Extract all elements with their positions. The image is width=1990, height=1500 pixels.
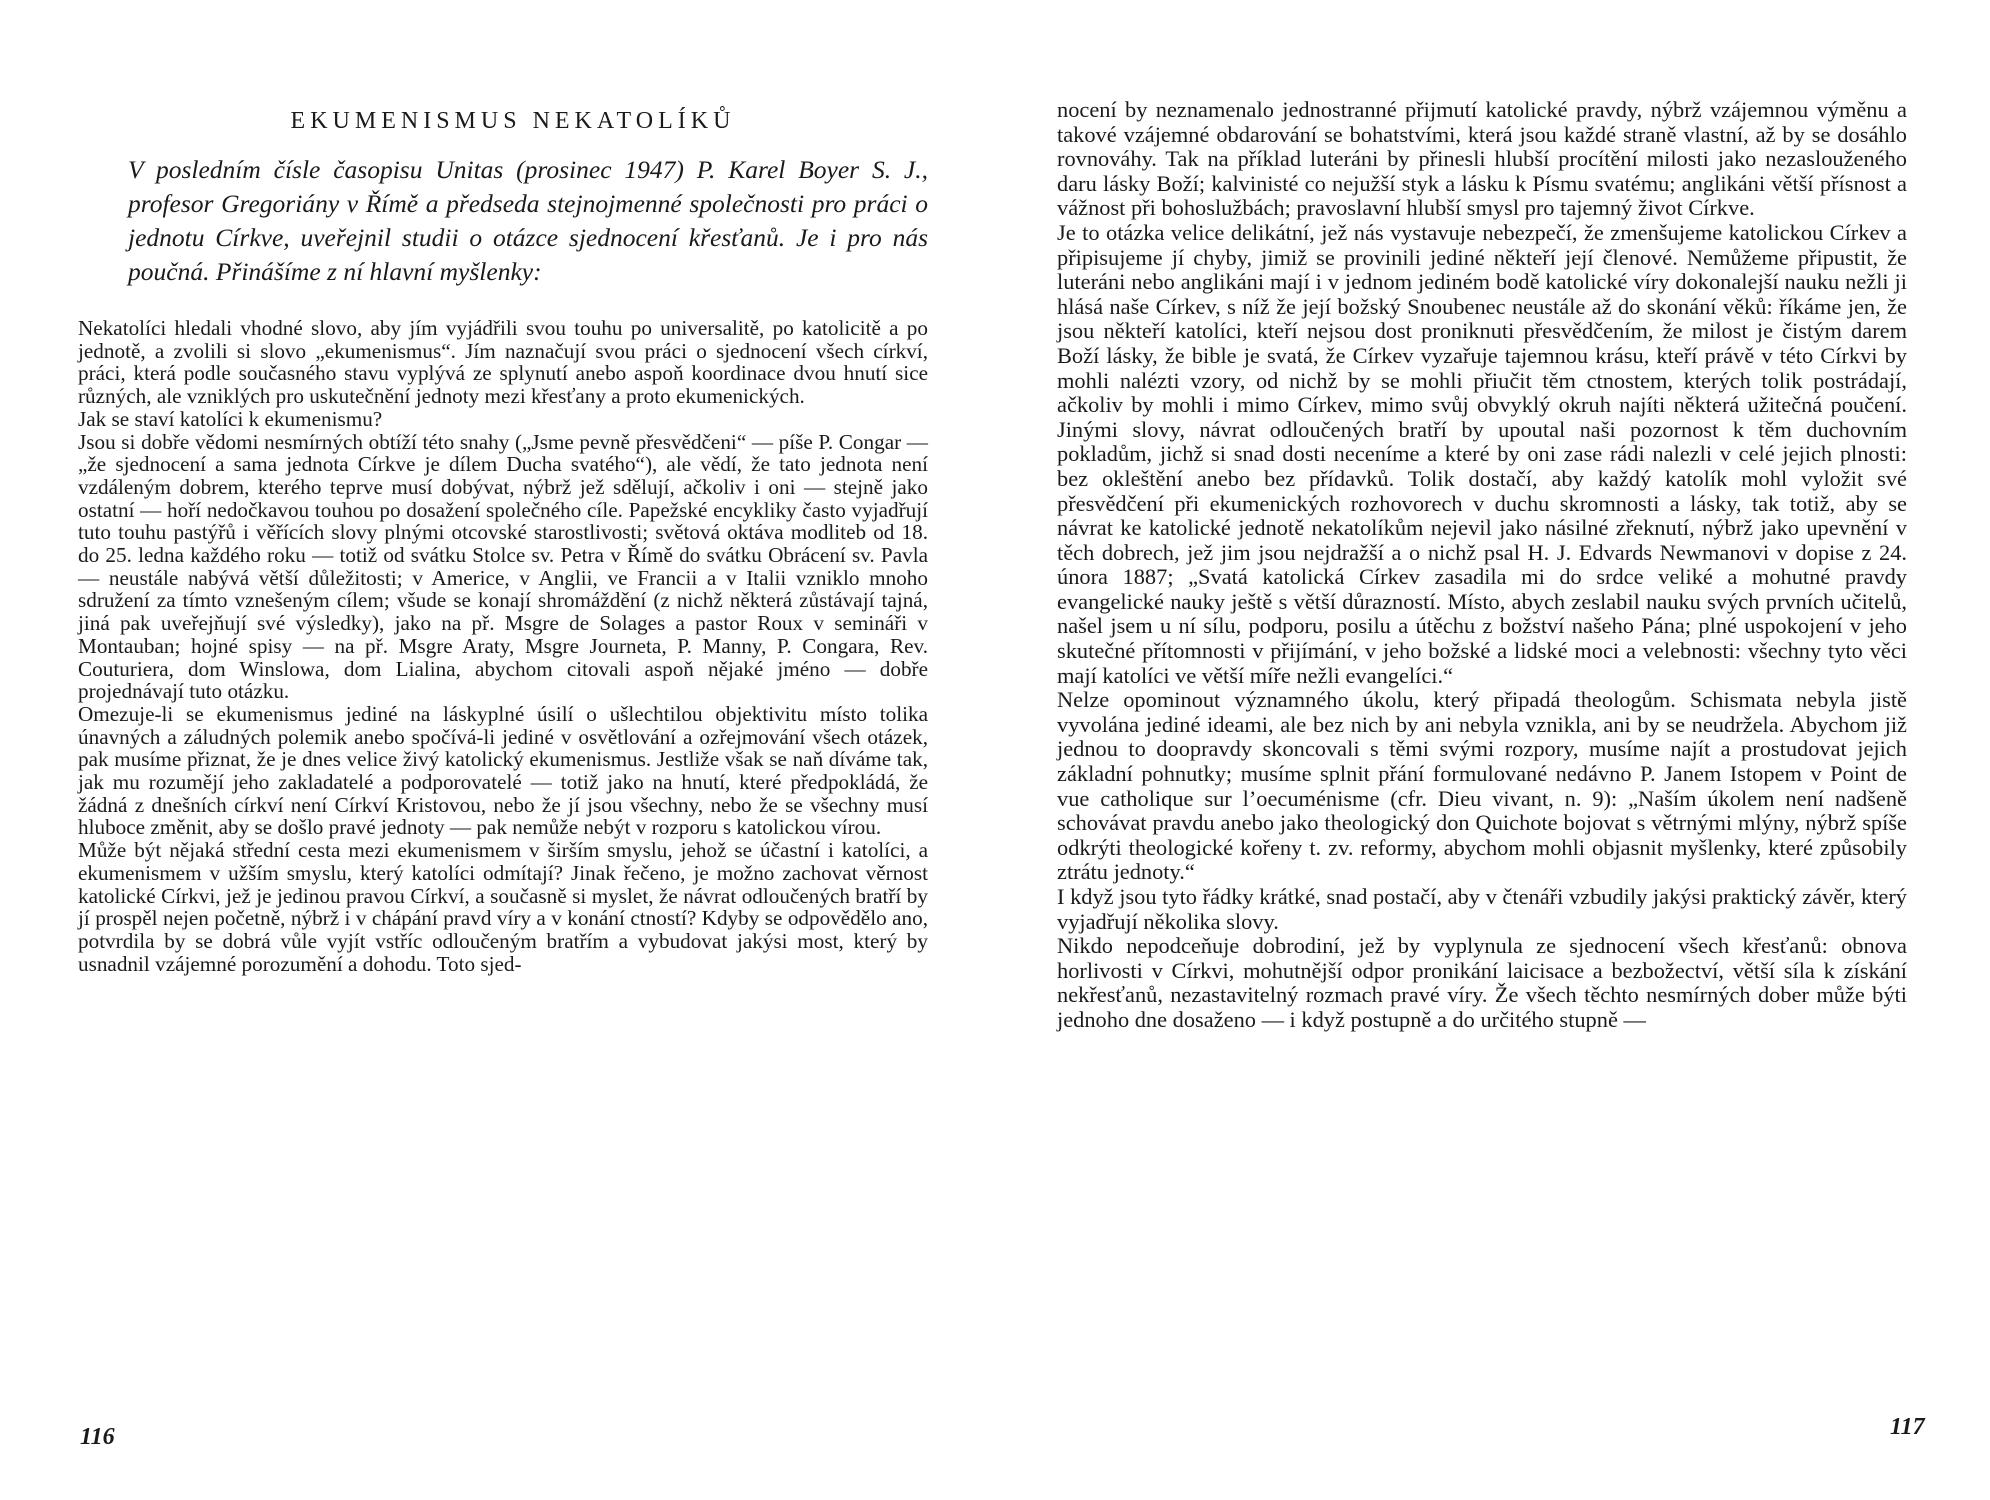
page-number-right: 117 (1890, 1414, 1925, 1440)
page-number-left: 116 (80, 1424, 115, 1450)
left-paragraph: Omezuje-li se ekumenismus jediné na láskyplné úsilí o ušlechtilou objektivitu místo tolika únavných a záludných polemik anebo spočívá-li jediné v osvětlování a ozřejmování všech otázek, pak musíme přiznat, že je dnes velice živý katolický ekumenismus. Jestliže však se naň díváme tak, jak mu rozumějí jeho zakladatelé a podporovatelé — totiž jako na hnutí, které předpokládá, že žádná z dnešních církví není Církví Kristovou, nebo že jí jsou všechny, nebo že se všechny musí hluboce změnit, aby se došlo pravé jednoty — pak nemůže nebýt v rozporu s katolickou vírou. (78, 701, 928, 840)
article-intro: V posledním čísle časopisu Unitas (prosinec 1947) P. Karel Boyer S. J., profesor Gregoriány v Římě a předseda stejnojmenné společnosti pro práci o jednotu Církve, uveřejnil studii o otázce sjednocení křesťanů. Je i pro nás poučná. Přinášíme z ní hlavní myšlenky: (128, 155, 928, 286)
right-paragraph: Nelze opominout významného úkolu, který připadá theologům. Schismata nebyla jistě vyvolána jediné ideami, ale bez nich by ani nebyla vznikla, ani by se neudržela. Abychom již jednou to doopravdy skoncovali s těmi svými rozpory, musíme najít a prostudovat jejich základní pohnutky; musíme splnit přání formulované nedávno P. Janem Istopem v Point de vue catholique sur l’oecuménisme (cfr. Dieu vivant, n. 9): „Naším úkolem není nadšeně schovávat pravdu anebo jako theologický don Quichote bojovat s větrnými mlýny, nýbrž spíše odkrýti theologické kořeny t. zv. reformy, abychom mohli objasnit myšlenky, které způsobily ztrátu jednoty.“ (1057, 687, 1907, 885)
left-paragraph: Jsou si dobře vědomi nesmírných obtíží této snahy („Jsme pevně přesvědčeni“ — píše P. Congar — „že sjednocení a sama jednota Církve je dílem Ducha svatého“), ale vědí, že tato jednota není vzdáleným dobrem, kterého teprve musí dobývat, nýbrž jež sdělují, ačkoliv i oni — stejně jako ostatní — hoří nedočkavou touhou po dosažení společného cíle. Papežské encykliky často vyjadřují tuto touhu pastýřů i věřících slovy plnými otcovské starostlivosti; světová oktáva modliteb od 18. do 25. ledna každého roku — totiž od svátku Stolce sv. Petra v Římě do svátku Obrácení sv. Pavla — neustále nabývá větší důležitosti; v Americe, v Anglii, ve Francii a v Italii vzniklo mnoho sdružení za tímto vznešeným cílem; všude se konají shromáždění (z nichž některá zůstávají tajná, jiná pak uveřejňují své výsledky), jako na př. Msgre de Solages a pastor Roux v semináři v Montauban; hojné spisy — na př. Msgre Araty, Msgre Journeta, P. Manny, P. Congara, Rev. Couturiera, dom Winslowa, dom Lialina, abychom citovali aspoň nějaké jméno — dobře projednávají tuto otázku. (78, 429, 928, 704)
right-paragraph: nocení by neznamenalo jednostranné přijmutí katolické pravdy, nýbrž vzájemnou výměnu a takové vzájemné obdarování se bohatstvími, která jsou každé straně vlastní, až by se dosáhlo rovnováhy. Tak na příklad luteráni by přinesli hlubší procítění milosti jako nezaslouženého daru lásky Boží; kalvinisté co nejužší styk a lásku k Písmu svatému; anglikáni větší přísnost a vážnost při bohoslužbách; pravoslavní hlubší smysl pro tajemný život Církve. (1057, 97, 1907, 221)
right-paragraph: I když jsou tyto řádky krátké, snad postačí, aby v čtenáři vzbudily jakýsi praktický závěr, který vyjadřují několika slovy. (1057, 884, 1907, 934)
article-title: EKUMENISMUS NEKATOLÍKŮ (290, 108, 736, 134)
left-paragraph: Nekatolíci hledali vhodné slovo, aby jím vyjádřili svou touhu po universalitě, po katolicitě a po jednotě, a zvolili si slovo „ekumenismus“. Jím naznačují svou práci o sjednocení všech církví, práci, která podle současného stavu vyplývá ze splynutí anebo aspoň koordinace dvou hnutí sice různých, ale vzniklých pro uskutečnění jednoty mezi křesťany a proto ekumenických. (78, 316, 928, 409)
right-text-column (1057, 98, 1907, 1033)
right-paragraph: Nikdo nepodceňuje dobrodiní, jež by vyplynula ze sjednocení všech křesťanů: obnova horlivosti v Církvi, mohutnější odpor pronikání laicisace a bezbožectví, větší síla k získání nekřesťanů, nezastavitelný rozmach pravé víry. Že všech těchto nesmírných dober může býti jednoho dne dosaženo — i když postupně a do určitého stupně — (1057, 933, 1907, 1032)
right-paragraph: Je to otázka velice delikátní, jež nás vystavuje nebezpečí, že zmenšujeme katolickou Církev a připisujeme jí chyby, jimiž se provinili jediné někteří její členové. Nemůžeme připustit, že luteráni nebo anglikáni mají i v jednom jediném bodě katolické víry dokonalejší nauku nežli ji hlásá naše Církev, s níž že její božský Snoubenec neustále až do skonání věků: říkáme jen, že jsou někteří katolíci, kteří nejsou dost proniknuti přesvědčením, že milost je čistým darem Boží lásky, že bible je svatá, že Církev vyzařuje tajemnou krásu, kteří právě v této Církvi by mohli nalézti vzory, od nichž by se mohli přiučit těm ctnostem, kterých tolik postrádají, ačkoliv by mohli i mimo Církev, mimo svůj obvyklý okruh najíti některá užitečná poučení. Jinými slovy, návrat odloučených bratří by upoutal naši pozornost k těm duchovním pokladům, jichž si snad dosti neceníme a které by oni zase rádi nalezli v celé jejich plnosti: bez okleštění anebo bez přídavků. Tolik dostačí, aby každý katolík mohl vyložit své přesvědčení při ekumenických rozhovorech v duchu skromnosti a lásky, tak totiž, aby se návrat ke katolické jednotě nekatolíkům nejevil jako násilné zřeknutí, nýbrž jako upevnění v těch dobrech, jež jim jsou nejdražší a o nichž psal H. J. Edvards Newmanovi v dopise z 24. února 1887; „Svatá katolická Církev zasadila mi do srdce veliké a mohutné pravdy evangelické nauky ještě s větší důrazností. Místo, abych zeslabil nauku svých prvních učitelů, našel jsem u ní sílu, podporu, posilu a útěchu z božství našeho Pána; plné uspokojení v jeho skutečné přítomnosti v přijímání, v jeho božské a lidské moci a velebnosti: všechny tyto věci mají katolíci ve větší míře nežli evangelíci.“ (1057, 219, 1907, 688)
right-page (995, 0, 1990, 1500)
left-text-column (78, 108, 928, 975)
left-paragraph: Jak se staví katolíci k ekumenismu? (78, 406, 383, 431)
left-paragraph: Může být nějaká střední cesta mezi ekumenismem v širším smyslu, jehož se účastní i katolíci, a ekumenismem v užším smyslu, který katolíci odmítají? Jinak řečeno, je možno zachovat věrnost katolické Církvi, jež je jedinou pravou Církví, a současně si myslet, že návrat odloučených bratří by jí prospěl nejen početně, nýbrž i v chápání pravd víry a v konání ctností? Kdyby se odpovědělo ano, potvrdila by se dobrá vůle vyjít vstříc odloučeným bratřím a vybudovat jakýsi most, který by usnadnil vzájemné porozumění a dohodu. Toto sjed- (78, 838, 928, 976)
